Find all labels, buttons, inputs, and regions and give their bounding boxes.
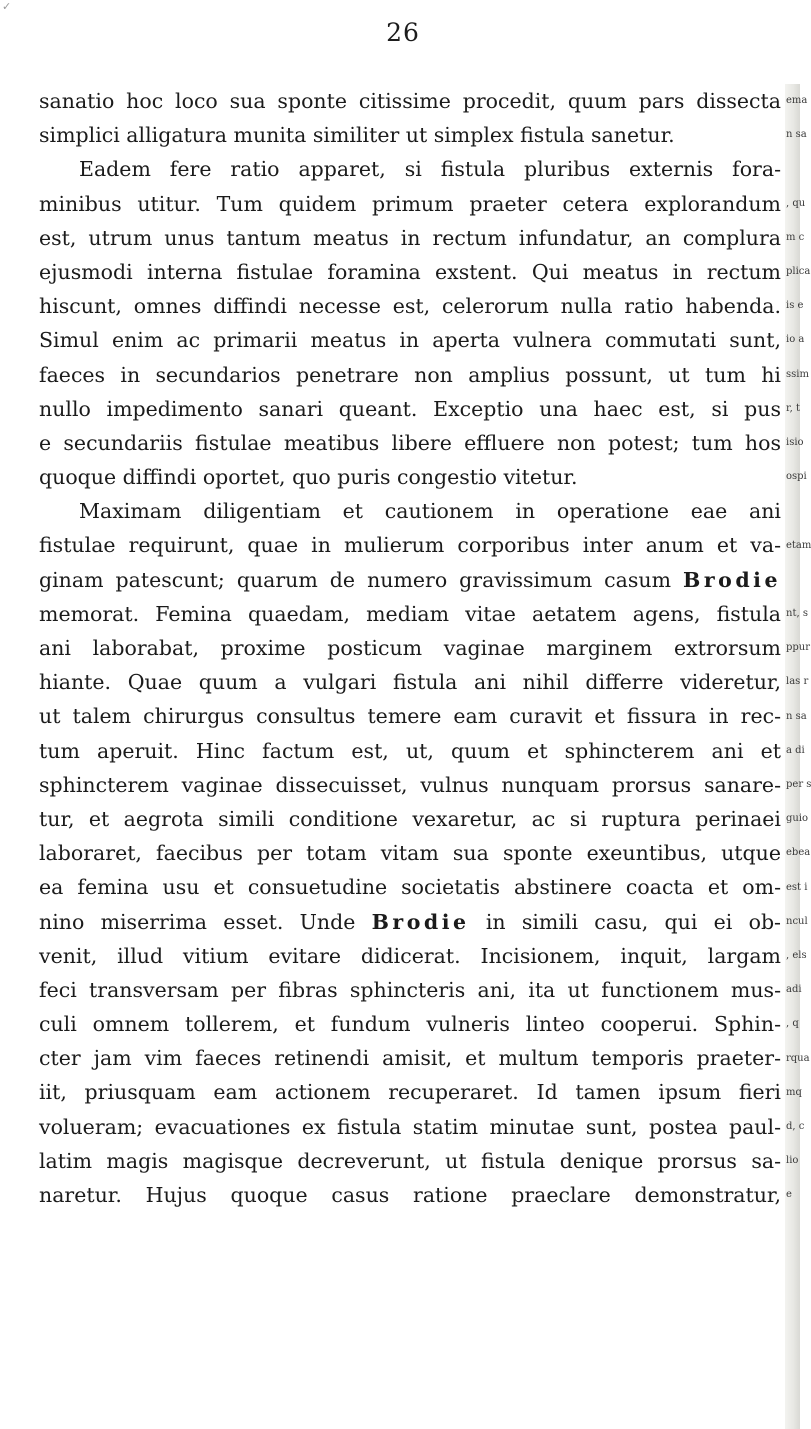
text-line: laboraret, faecibus per totam vitam sua sponte exeuntibus, utque — [39, 841, 781, 866]
text-line: quoque diffindi oportet, quo puris congestio vitetur. — [39, 465, 578, 490]
text-line: ut talem chirurgus consultus temere eam curavit et fissura in rec- — [39, 704, 781, 729]
text-line: volueram; evacuationes ex fistula statim minutae sunt, postea paul- — [39, 1114, 781, 1139]
facing-page-fragment: lio — [786, 1155, 799, 1167]
text-line: sphincterem vaginae dissecuisset, vulnus nunquam prorsus sanare- — [39, 772, 781, 797]
facing-page-fragment: r, t — [786, 402, 801, 414]
facing-page-fragment: n sa — [786, 710, 807, 722]
pencil-mark: ✓ — [2, 0, 12, 13]
facing-page-fragment: , q — [786, 1018, 799, 1030]
text-line: e secundariis fistulae meatibus libere effluere non potest; tum hos — [39, 430, 781, 455]
text-line: latim magis magisque decreverunt, ut fistula denique prorsus sa- — [39, 1148, 781, 1173]
body-text — [39, 84, 781, 1212]
text-line: Eadem fere ratio apparet, si fistula pluribus externis fora- — [79, 157, 781, 182]
facing-page-fragment: adi — [786, 984, 802, 996]
text-line: simplici alligatura munita similiter ut simplex fistula sanetur. — [39, 123, 675, 148]
facing-page-fragment: ospi — [786, 471, 807, 483]
text-line: ea femina usu et consuetudine societatis abstinere coacta et om- — [39, 875, 781, 900]
facing-page-fragment: nt, s — [786, 608, 808, 619]
author-name: Brodie — [371, 909, 470, 934]
text-line: ejusmodi interna fistulae foramina exstent. Qui meatus in rectum — [39, 259, 781, 284]
text-line: tum aperuit. Hinc factum est, ut, quum et sphincterem ani et — [39, 738, 781, 763]
text-line: tur, et aegrota simili conditione vexaretur, ac si ruptura perinaei — [39, 806, 781, 831]
text-line: hiante. Quae quum a vulgari fistula ani nihil differre videretur, — [39, 670, 781, 695]
facing-page-fragment: is e — [786, 300, 804, 312]
facing-page-fragment: ebea — [786, 847, 811, 859]
facing-page-fragment: n sa — [786, 129, 807, 141]
facing-page-fragment: las r — [786, 676, 809, 688]
text-line: culi omnem tollerem, et fundum vulneris linteo cooperui. Sphin- — [39, 1012, 781, 1037]
facing-page-fragment: guio — [786, 813, 809, 825]
text-line: minibus utitur. Tum quidem primum praeter cetera explorandum — [39, 191, 781, 216]
text-line: ani laborabat, proxime posticum vaginae marginem extrorsum — [39, 636, 781, 660]
facing-page-fragment: d, c — [786, 1121, 805, 1132]
facing-page-fragment: , els — [786, 950, 807, 961]
text-line: nullo impedimento sanari queant. Exceptio una haec est, si pus — [39, 396, 781, 421]
text-line: Maximam diligentiam et cautionem in operatione eae ani — [79, 499, 781, 524]
facing-page-fragment: ppur — [786, 642, 811, 654]
text-line: sanatio hoc loco sua sponte citissime procedit, quum pars dissecta — [39, 89, 781, 113]
text-line: naretur. Hujus quoque casus ratione praeclare demonstratur, — [39, 1183, 781, 1207]
text-line: iit, priusquam eam actionem recuperaret. Id tamen ipsum fieri — [39, 1080, 781, 1105]
text-line: faeces in secundarios penetrare non amplius possunt, ut tum hi — [39, 362, 781, 387]
facing-page-fragment: est i — [786, 881, 808, 893]
text-line: ginam patescunt; quarum de numero gravissimum casum Brodie — [39, 567, 781, 592]
facing-page-fragment: isio — [786, 437, 804, 448]
facing-page-fragment: ncul — [786, 915, 808, 927]
author-name: Brodie — [683, 567, 781, 592]
facing-page-fragment: a di — [786, 744, 805, 756]
facing-page-fragment: ssim — [786, 368, 809, 380]
facing-page-fragment: rqua — [786, 1052, 810, 1064]
facing-page-fragment: , qu — [786, 197, 806, 209]
text-line: nino miserrima esset. Unde Brodie in simili casu, qui ei ob- — [39, 909, 781, 934]
facing-page-fragment: io a — [786, 334, 805, 346]
facing-page-fragment: ema — [786, 95, 808, 106]
text-line: cter jam vim faeces retinendi amisit, et multum temporis praeter- — [39, 1046, 781, 1071]
facing-page-fragment: mq — [786, 1086, 802, 1098]
text-line: fistulae requirunt, quae in mulierum corporibus inter anum et va- — [39, 533, 781, 558]
text-line: feci transversam per fibras sphincteris ani, ita ut functionem mus- — [39, 977, 781, 1002]
facing-page-fragment: per s — [786, 779, 811, 790]
text-line: est, utrum unus tantum meatus in rectum infundatur, an complura — [39, 225, 781, 250]
text-line: venit, illud vitium evitare didicerat. Incisionem, inquit, largam — [39, 943, 781, 968]
facing-page-fragment: m c — [786, 231, 805, 243]
facing-page-fragment: e — [786, 1189, 792, 1201]
facing-page-fragment: plica — [786, 266, 811, 277]
text-line: Simul enim ac primarii meatus in aperta vulnera commutati sunt, — [39, 328, 781, 353]
page-number: 26 — [386, 18, 420, 47]
text-line: memorat. Femina quaedam, mediam vitae aetatem agens, fistula — [39, 601, 781, 626]
facing-page-fragment: etam — [786, 539, 811, 551]
text-line: hiscunt, omnes diffindi necesse est, celerorum nulla ratio habenda. — [39, 294, 781, 319]
